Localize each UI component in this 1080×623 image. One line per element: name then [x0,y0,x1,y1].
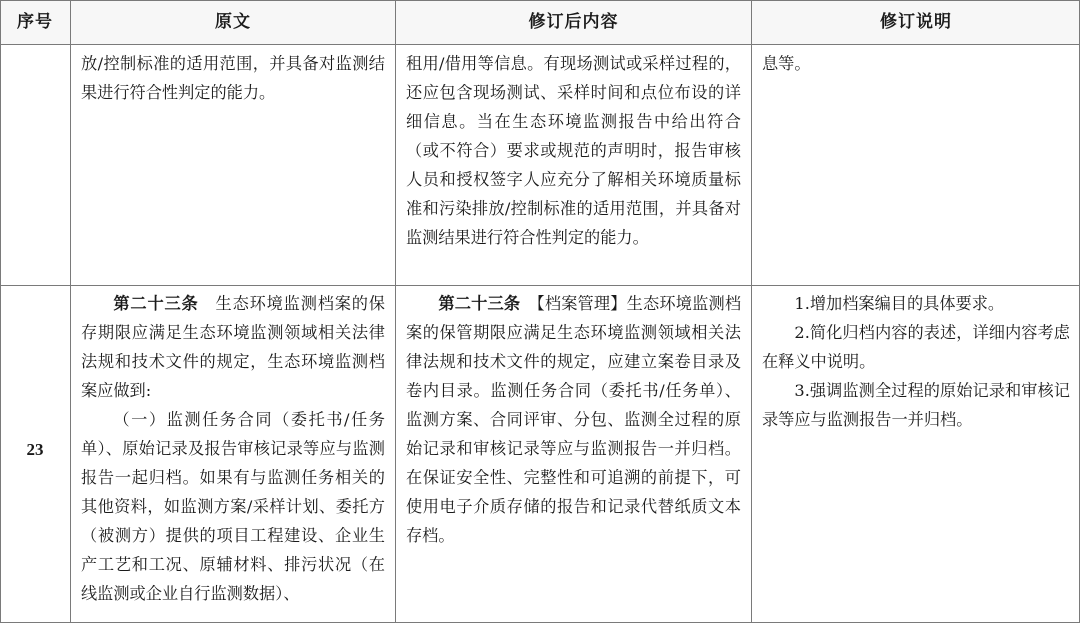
row2-original-article-head: 第二十三条 [113,294,199,313]
column-divider [70,0,71,623]
column-divider [751,0,752,623]
row2-revised-body-text: 【档案管理】生态环境监测档案的保管期限应满足生态环境监测领域相关法律法规和技术文件的规定，应建立案卷目录及卷内目录。监测任务合同（委托书/任务单）、监测方案、合同评审、分包、监测全过程的原始记录和审核记录等应与监测报告一并归档。在保证安全性、完整性和可追溯的前提下，可使用电子介质存储的报告和记录代替纸质文本存档。 [406,294,742,545]
row2-note-3: 3.强调监测全过程的原始记录和审核记录等应与监测报告一并归档。 [762,381,1070,429]
row2-note-1: 1.增加档案编目的具体要求。 [794,294,1005,313]
header-seq: 序号 [17,12,53,32]
row2-original-item1: （一）监测任务合同（委托书/任务单）、原始记录及报告审核记录等应与监测报告一起归档。如果有与监测任务相关的其他资料，如监测方案/采样计划、委托方（被测方）提供的项目工程建设、企业生产工艺和工况、原辅材料、排污状况（在线监测或企业自行监测数据）、 [81,410,385,603]
row2-original-intro-text: 生态环境监测档案的保存期限应满足生态环境监测领域相关法律法规和技术文件的规定，生态环境监测档案应做到: [81,294,385,400]
row1-original-text: 放/控制标准的适用范围，并具备对监测结果进行符合性判定的能力。 [81,54,385,102]
header-notes: 修订说明 [880,12,952,32]
row2-revised-article-head: 第二十三条 [438,294,521,313]
column-divider [395,0,396,623]
header-revised: 修订后内容 [528,12,619,32]
header-original: 原文 [215,12,251,32]
row2-note-2: 2.简化归档内容的表述，详细内容考虑在释义中说明。 [762,323,1070,371]
row2-seq-number: 23 [26,440,44,459]
row1-notes-text: 息等。 [762,54,811,73]
row1-revised-text: 租用/借用等信息。有现场测试或采样过程的，还应包含现场测试、采样时间和点位布设的详细信息。当在生态环境监测报告中给出符合（或不符合）要求或规范的声明时，报告审核人员和授权签字人应充分了解相关环境质量标准和污染排放/控制标准的适用范围，并具备对监测结果进行符合性判定的能力。 [406,54,741,247]
row-divider [0,285,1080,286]
